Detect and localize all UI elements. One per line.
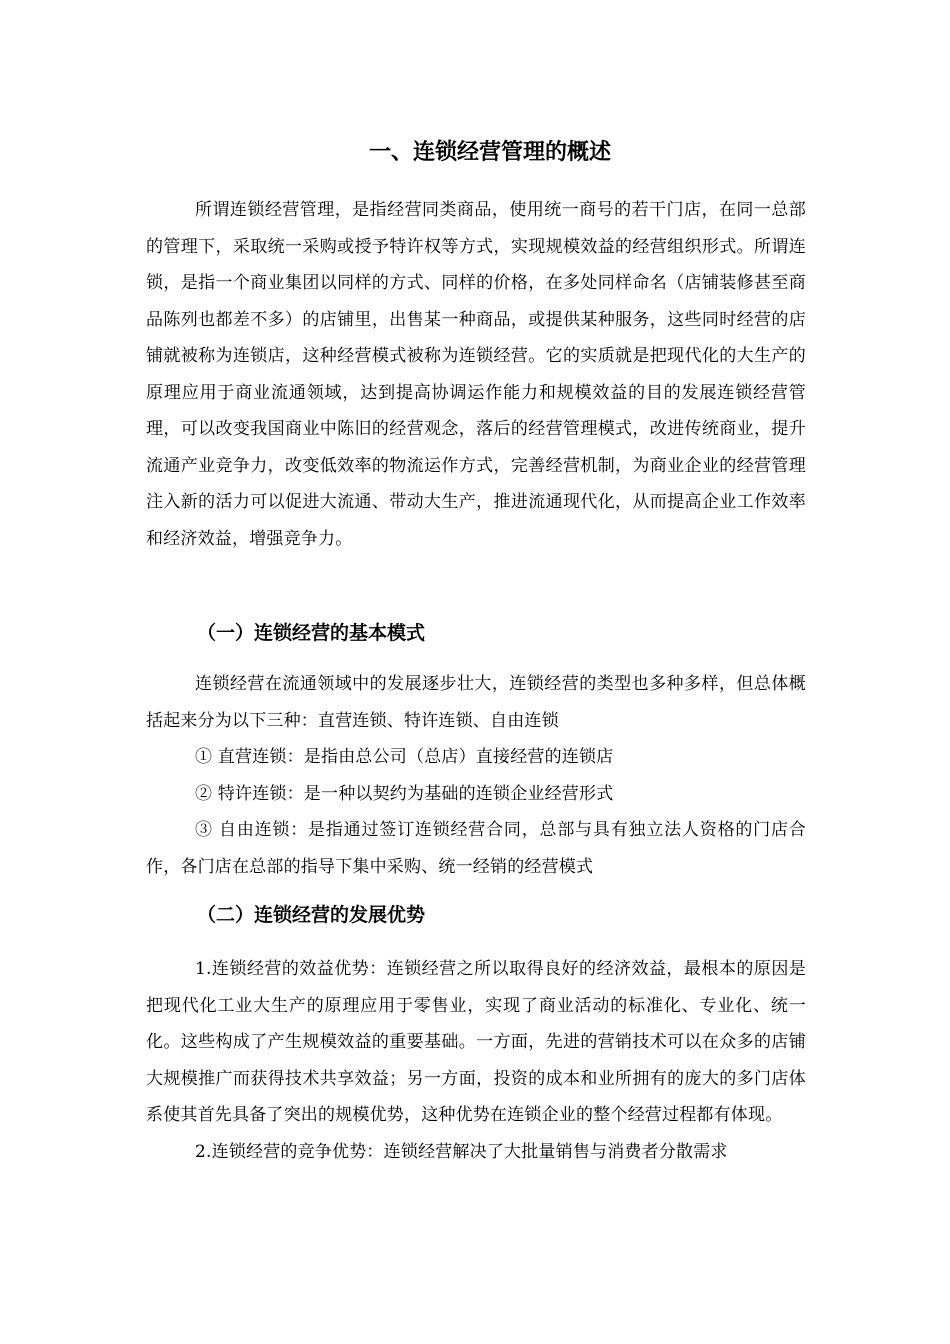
intro-paragraph: 所谓连锁经营管理，是指经营同类商品，使用统一商号的若干门店，在同一总部的管理下，采取统一采购或授予特许权等方式，实现规模效益的经营组织形式。所谓连锁，是指一个商业集团以同样的方式、同样的价格，在多处同样命名（店铺装修甚至商品陈列也都差不多）的店铺里，出售某一种商品，或提供某种服务，这些同时经营的店铺就被称为连锁店，这种经营模式被称为连锁经营。它的实质就是把现代化的大生产的原理应用于商业流通领域，达到提高协调运作能力和规模效益的目的发展连锁经营管理，可以改变我国商业中陈旧的经营观念，落后的经营管理模式，改进传统商业，提升流通产业竞争力，改变低效率的物流运作方式，完善经营机制，为商业企业的经营管理注入新的活力可以促进大流通、带动大生产，推进流通现代化，从而提高企业工作效率和经济效益，增强竞争力。 [146, 200, 806, 549]
list-item-franchise-chain: ② 特许连锁：是一种以契约为基础的连锁企业经营形式 [195, 783, 614, 804]
advantage-benefit-paragraph: 1.连锁经营的效益优势：连锁经营之所以取得良好的经济效益，最根本的原因是把现代化工业大生产的原理应用于零售业，实现了商业活动的标准化、专业化、统一化。这些构成了产生规模效益的重要基础。一方面，先进的营销技术可以在众多的店铺大规模推广而获得技术共享效益；另一方面，投资的成本和业所拥有的庞大的多门店体系使其首先具备了突出的规模优势，这种优势在连锁企业的整个经营过程都有体现。 [146, 959, 806, 1125]
list-item-voluntary-chain: ③ 自由连锁：是指通过签订连锁经营合同，总部与具有独立法人资格的门店合作，各门店在总部的指导下集中采购、统一经销的经营模式 [146, 820, 806, 877]
basic-modes-paragraph: 连锁经营在流通领域中的发展逐步壮大，连锁经营的类型也多种多样，但总体概括起来分为以下三种：直营连锁、特许连锁、自由连锁 [146, 674, 806, 731]
page-title: 一、连锁经营管理的概述 [368, 140, 611, 165]
section-advantages-body [146, 951, 806, 1170]
section-heading-advantages: （二）连锁经营的发展优势 [197, 904, 426, 926]
list-item-direct-chain: ① 直营连锁：是指由总公司（总店）直接经营的连锁店 [195, 747, 614, 767]
section-heading-basic-modes: （一）连锁经营的基本模式 [197, 622, 426, 644]
advantage-competition-paragraph: 2.连锁经营的竞争优势：连锁经营解决了大批量销售与消费者分散需求 [195, 1141, 728, 1162]
intro-section [146, 192, 806, 557]
section-basic-modes-body [146, 666, 806, 885]
